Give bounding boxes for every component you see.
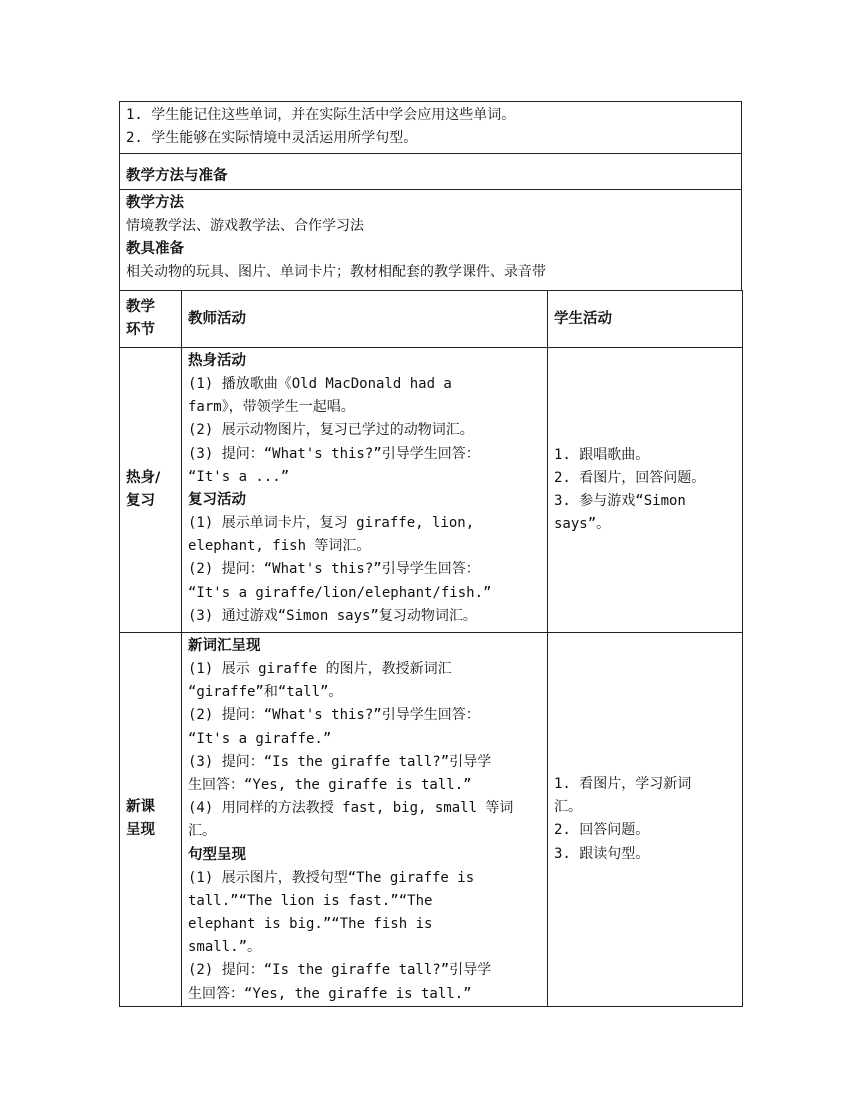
header-teacher: 教师活动 — [188, 310, 246, 327]
warmup-sub1-line: (2) 展示动物图片，复习已学过的动物词汇。 — [188, 422, 474, 439]
method-text: 情境教学法、游戏教学法、合作学习法 — [126, 218, 364, 234]
activities-table — [119, 290, 743, 1007]
newlesson-stage-line1: 新课 — [126, 799, 155, 816]
warmup-sub2-line: (1) 展示单词卡片，复习 giraffe, lion, — [188, 515, 475, 532]
newlesson-sub1-line: (4) 用同样的方法教授 fast, big, small 等词 — [188, 800, 514, 817]
methods-heading-cell — [120, 154, 742, 190]
warmup-sub1-line: farm》，带领学生一起唱。 — [188, 399, 355, 416]
method-title: 教学方法 — [126, 195, 184, 211]
warmup-sub1-line: “It's a ...” — [188, 468, 290, 485]
newlesson-sub1-line: (1) 展示 giraffe 的图片，教授新词汇 — [188, 661, 452, 677]
warmup-sub2-line: elephant, fish 等词汇。 — [188, 538, 371, 555]
warmup-sub1-line: (1) 播放歌曲《Old MacDonald had a — [188, 376, 452, 392]
warmup-student-cell — [548, 348, 743, 633]
newlesson-sub2-line: tall.”“The lion is fast.”“The — [188, 892, 433, 909]
newlesson-student-line: 1. 看图片，学习新词 — [554, 776, 692, 793]
newlesson-teacher-cell — [182, 633, 548, 1007]
newlesson-sub2-title: 句型呈现 — [188, 846, 246, 863]
warmup-sub2-line: (2) 提问：“What's this?”引导学生回答： — [188, 561, 480, 578]
tools-title: 教具准备 — [126, 241, 184, 258]
newlesson-sub1-line: 汇。 — [188, 823, 216, 840]
warmup-student-line: 3. 参与游戏“Simon — [554, 493, 686, 509]
newlesson-sub1-line: “giraffe”和“tall”。 — [188, 684, 343, 701]
newlesson-sub2-line: elephant is big.”“The fish is — [188, 916, 433, 933]
newlesson-sub2-line: (2) 提问：“Is the giraffe tall?”引导学 — [188, 962, 492, 979]
plan-top-table — [119, 101, 742, 291]
warmup-row — [120, 348, 743, 633]
objectives-row — [120, 102, 742, 154]
activities-header-row — [120, 291, 743, 348]
objective-2: 2. 学生能够在实际情境中灵活运用所学句型。 — [126, 130, 418, 147]
warmup-student-line: 2. 看图片，回答问题。 — [554, 469, 706, 486]
newlesson-student-line: 汇。 — [554, 799, 582, 816]
newlesson-student-line: 3. 跟读句型。 — [554, 845, 650, 862]
newlesson-stage-line2: 呈现 — [126, 822, 155, 839]
objectives-cell — [120, 102, 742, 154]
warmup-sub2-line: (3) 通过游戏“Simon says”复习动物词汇。 — [188, 607, 477, 624]
header-student: 学生活动 — [554, 310, 612, 327]
newlesson-sub1-line: 生回答：“Yes, the giraffe is tall.” — [188, 777, 472, 794]
methods-heading-row — [120, 154, 742, 190]
newlesson-sub1-line: (2) 提问：“What's this?”引导学生回答： — [188, 707, 480, 724]
methods-heading: 教学方法与准备 — [126, 168, 228, 184]
lesson-plan-document — [119, 101, 742, 1007]
warmup-student-line: says”。 — [554, 516, 611, 533]
warmup-sub1-line: (3) 提问：“What's this?”引导学生回答： — [188, 445, 480, 462]
header-stage-line1: 教学 — [126, 299, 155, 315]
newlesson-sub2-line: (1) 展示图片，教授句型“The giraffe is — [188, 869, 475, 886]
warmup-sub2-title: 复习活动 — [188, 492, 246, 509]
header-stage-cell — [120, 291, 182, 348]
newlesson-sub1-line: “It's a giraffe.” — [188, 730, 332, 747]
warmup-student-line: 1. 跟唱歌曲。 — [554, 446, 650, 463]
newlesson-sub1-title: 新词汇呈现 — [188, 638, 261, 654]
header-stage-line2: 环节 — [126, 322, 155, 338]
header-student-cell — [548, 291, 743, 348]
newlesson-student-cell — [548, 633, 743, 1007]
warmup-sub1-title: 热身活动 — [188, 353, 246, 369]
newlesson-sub2-line: small.”。 — [188, 939, 262, 956]
tools-text: 相关动物的玩具、图片、单词卡片；教材相配套的教学课件、录音带 — [126, 264, 546, 281]
methods-cell — [120, 190, 742, 291]
newlesson-student-line: 2. 回答问题。 — [554, 822, 650, 839]
newlesson-stage-cell — [120, 633, 182, 1007]
newlesson-sub2-line: 生回答：“Yes, the giraffe is tall.” — [188, 985, 472, 1002]
warmup-sub2-line: “It's a giraffe/lion/elephant/fish.” — [188, 584, 492, 601]
methods-row — [120, 190, 742, 291]
warmup-stage-line2: 复习 — [126, 493, 155, 509]
newlesson-sub1-line: (3) 提问：“Is the giraffe tall?”引导学 — [188, 753, 492, 770]
header-teacher-cell — [182, 291, 548, 348]
warmup-stage-line1: 热身/ — [126, 470, 161, 486]
newlesson-row — [120, 633, 743, 1007]
objective-1: 1. 学生能记住这些单词，并在实际生活中学会应用这些单词。 — [126, 107, 516, 123]
warmup-teacher-cell — [182, 348, 548, 633]
warmup-stage-cell — [120, 348, 182, 633]
